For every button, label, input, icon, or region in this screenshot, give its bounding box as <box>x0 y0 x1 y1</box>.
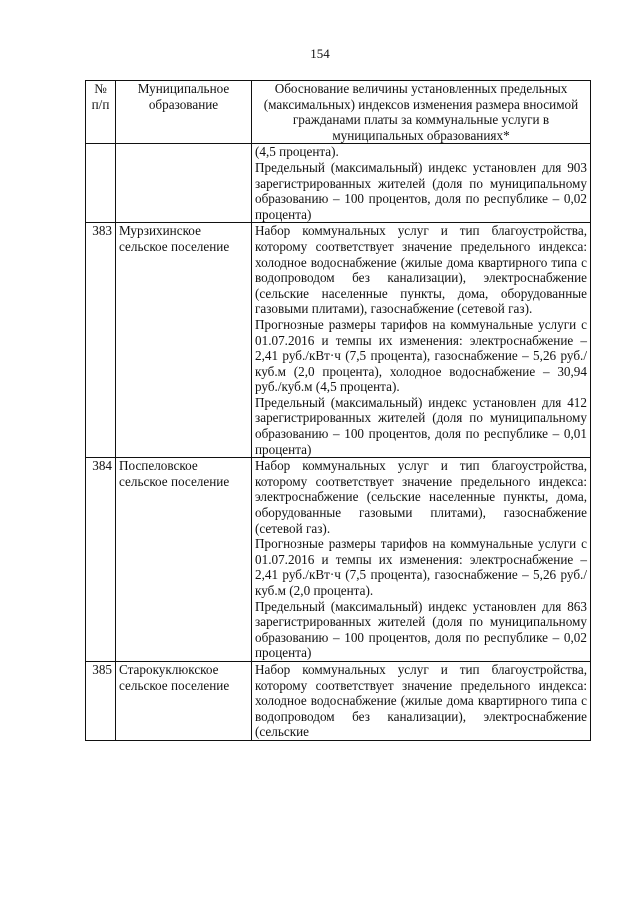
justification-paragraph: Набор коммунальных услуг и тип благоустройства, которому соответствует значение предельного индекса: холодное водоснабжение (жилые дома квартирного типа с водопроводом без канализации), электроснабжение (сельские населенные пункты, дома, оборудованные газовыми плитами), газоснабжение (сетевой газ). <box>255 223 587 317</box>
row-number <box>86 144 116 223</box>
row-municipality: Мурзихинское сельское поселение <box>116 223 252 458</box>
table-row <box>86 223 591 458</box>
justification-paragraph: Предельный (максимальный) индекс установлен для 863 зарегистрированных жителей (доля по муниципальному образованию – 100 процентов, доля по республике – 0,02 процента) <box>255 598 587 661</box>
justification-paragraph: Предельный (максимальный) индекс установлен для 903 зарегистрированных жителей (доля по муниципальному образованию – 100 процентов, доля по республике – 0,02 процента) <box>255 159 587 222</box>
row-number: 384 <box>86 458 116 662</box>
justification-paragraph: Прогнозные размеры тарифов на коммунальные услуги с 01.07.2016 и темпы их изменения: электроснабжение – 2,41 руб./кВт·ч (7,5 процента), газоснабжение – 5,26 руб./куб.м (2,0 процента), холодное водоснабжение – 30,94 руб./куб.м (4,5 процента). <box>255 316 587 395</box>
row-municipality <box>116 144 252 223</box>
row-justification <box>252 661 591 740</box>
table-row <box>86 144 591 223</box>
row-number: 383 <box>86 223 116 458</box>
header-justification: Обоснование величины установленных предельных (максимальных) индексов изменения размера вносимой гражданами платы за коммунальные услуги в муниципальных образованиях* <box>252 81 591 144</box>
row-municipality: Старокуклюкское сельское поселение <box>116 661 252 740</box>
justification-paragraph: (4,5 процента). <box>255 144 339 160</box>
row-municipality: Поспеловское сельское поселение <box>116 458 252 662</box>
row-justification <box>252 144 591 223</box>
row-justification <box>252 458 591 662</box>
page-number: 154 <box>310 46 330 61</box>
table-body <box>86 144 591 741</box>
row-justification <box>252 223 591 458</box>
header-number: № п/п <box>86 81 116 144</box>
table-row <box>86 458 591 662</box>
justification-paragraph: Набор коммунальных услуг и тип благоустройства, которому соответствует значение предельного индекса: электроснабжение (сельские населенные пункты, дома, оборудованные газовыми плитами), газоснабжение (сетевой газ). <box>255 458 587 536</box>
justification-paragraph: Прогнозные размеры тарифов на коммунальные услуги с 01.07.2016 и темпы их изменения: электроснабжение – 2,41 руб./кВт·ч (7,5 процента), газоснабжение – 5,26 руб./куб.м (2,0 процента). <box>255 536 587 598</box>
table-row <box>86 661 591 740</box>
justification-paragraph: Набор коммунальных услуг и тип благоустройства, которому соответствует значение предельного индекса: холодное водоснабжение (жилые дома квартирного типа с водопроводом без канализации), электроснабжение (сельские <box>255 661 587 740</box>
row-number: 385 <box>86 661 116 740</box>
header-municipality: Муниципальное образование <box>116 81 252 144</box>
justification-paragraph: Предельный (максимальный) индекс установлен для 412 зарегистрированных жителей (доля по муниципальному образованию – 100 процентов, доля по республике – 0,01 процента) <box>255 394 587 457</box>
table-header-row <box>86 81 591 144</box>
tariff-index-table <box>85 80 591 741</box>
